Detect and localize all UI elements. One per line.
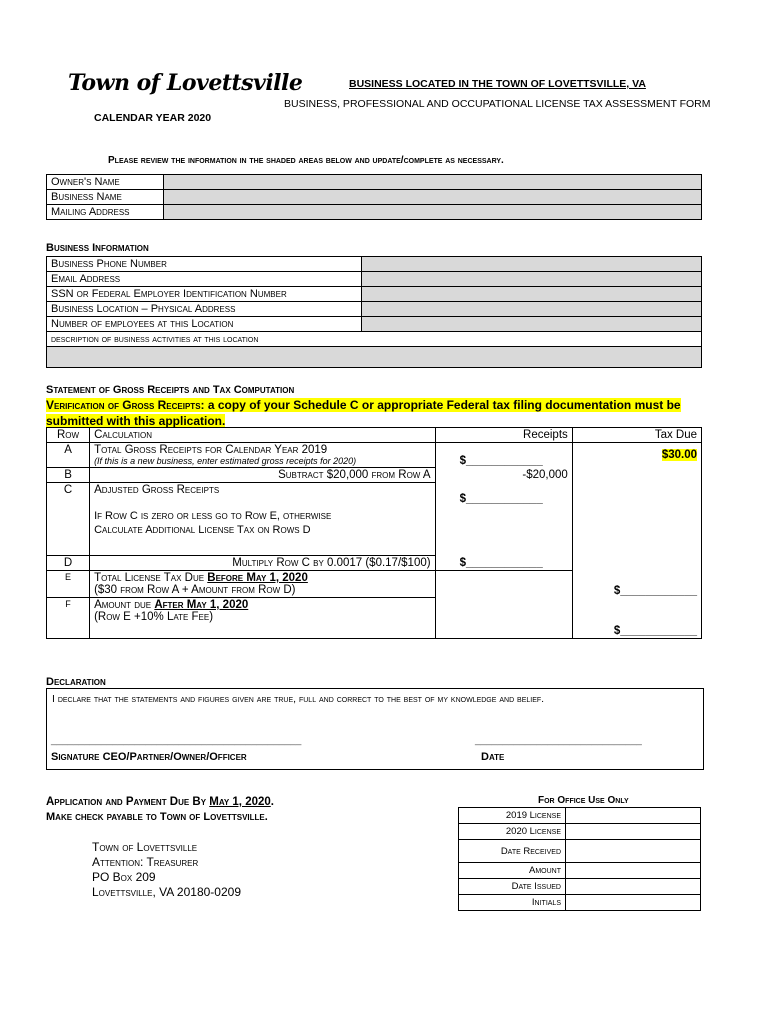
office-date-received: Date Received <box>459 840 566 863</box>
owner-table <box>46 174 702 220</box>
verification-note: Verification of Gross Receipts: a copy of your Schedule C or appropriate Federal tax filing documentation must be submitted with this application. <box>46 398 681 428</box>
ssn-label: SSN or Federal Employer Identification Number <box>47 287 362 302</box>
row-a-calc: Total Gross Receipts for Calendar Year 2019 (If this is a new business, enter estimated gross receipts for 2020) <box>90 443 436 468</box>
phone-field[interactable] <box>362 257 702 272</box>
declaration-text: I declare that the statements and figures given are true, full and correct to the best of my knowledge and belief. <box>52 693 545 705</box>
row-a-label: A <box>47 443 90 468</box>
row-b-receipts: -$20,000 <box>435 468 572 483</box>
row-b-label: B <box>47 468 90 483</box>
owner-name-label: Owner's Name <box>47 175 164 190</box>
payable-to: Make check payable to Town of Lovettsville. <box>46 811 268 823</box>
signature-line[interactable]: _____________________________________________ <box>51 735 302 746</box>
row-a-tax: $30.00 <box>572 443 701 468</box>
office-2020-license: 2020 License <box>459 824 566 840</box>
declaration-title: Declaration <box>46 676 106 688</box>
col-row-header: Row <box>47 428 90 443</box>
phone-label: Business Phone Number <box>47 257 362 272</box>
employees-field[interactable] <box>362 317 702 332</box>
location-label: Business Location – Physical Address <box>47 302 362 317</box>
office-2019-license: 2019 License <box>459 808 566 824</box>
col-calc-header: Calculation <box>90 428 436 443</box>
business-name-label: Business Name <box>47 190 164 205</box>
payment-due: Application and Payment Due By May 1, 2020. <box>46 796 274 808</box>
row-e-tax[interactable]: $____________ <box>572 571 701 598</box>
mailing-address-block: Town of Lovettsville Attention: Treasurer PO Box 209 Lovettsville, VA 20180-0209 <box>92 840 241 899</box>
declaration-box <box>46 688 704 770</box>
row-c-calc: Adjusted Gross Receipts If Row C is zero or less go to Row E, otherwise Calculate Additional License Tax on Rows D <box>90 483 436 556</box>
office-use-table <box>458 807 701 911</box>
mailing-address-field[interactable] <box>164 205 702 220</box>
office-2019-license-field[interactable] <box>566 808 701 824</box>
office-initials-field[interactable] <box>566 895 701 911</box>
row-c-label: C <box>47 483 90 556</box>
employees-label: Number of employees at this Location <box>47 317 362 332</box>
office-2020-license-field[interactable] <box>566 824 701 840</box>
row-c-receipts[interactable]: $____________ <box>435 483 572 556</box>
row-f-label: F <box>47 598 90 639</box>
row-d-calc: Multiply Row C by 0.0017 ($0.17/$100) <box>90 556 436 571</box>
town-logo: Town of Lovettsville <box>68 70 303 96</box>
owner-name-field[interactable] <box>164 175 702 190</box>
office-date-issued-field[interactable] <box>566 879 701 895</box>
office-initials: Initials <box>459 895 566 911</box>
row-d-receipts[interactable]: $____________ <box>435 556 572 571</box>
office-date-issued: Date Issued <box>459 879 566 895</box>
form-title: BUSINESS LOCATED IN THE TOWN OF LOVETTSVILLE, VA <box>349 78 646 90</box>
description-label: description of business activities at this location <box>47 332 702 347</box>
office-amount: Amount <box>459 863 566 879</box>
col-receipts-header: Receipts <box>435 428 572 443</box>
row-e-calc: Total License Tax Due Before May 1, 2020 ($30 from Row A + Amount from Row D) <box>90 571 436 598</box>
ssn-field[interactable] <box>362 287 702 302</box>
row-f-tax[interactable]: $____________ <box>572 598 701 639</box>
office-date-received-field[interactable] <box>566 840 701 863</box>
col-tax-header: Tax Due <box>572 428 701 443</box>
mailing-address-label: Mailing Address <box>47 205 164 220</box>
office-use-title: For Office Use Only <box>538 795 629 806</box>
email-label: Email Address <box>47 272 362 287</box>
business-name-field[interactable] <box>164 190 702 205</box>
review-instruction: Please review the information in the shaded areas below and update/complete as necessary. <box>108 155 504 166</box>
business-info-table <box>46 256 702 368</box>
location-field[interactable] <box>362 302 702 317</box>
tax-calc-table <box>46 427 702 639</box>
calendar-year: CALENDAR YEAR 2020 <box>94 112 212 124</box>
office-amount-field[interactable] <box>566 863 701 879</box>
row-f-calc: Amount due After May 1, 2020 (Row E +10% Late Fee) <box>90 598 436 639</box>
date-line[interactable]: ______________________________ <box>475 735 642 746</box>
business-info-title: Business Information <box>46 242 149 254</box>
description-field[interactable] <box>47 347 702 368</box>
email-field[interactable] <box>362 272 702 287</box>
row-b-calc: Subtract $20,000 from Row A <box>90 468 436 483</box>
date-label: Date <box>481 751 505 763</box>
row-a-receipts[interactable]: $____________ <box>435 443 572 468</box>
row-e-label: E <box>47 571 90 598</box>
signature-label: Signature CEO/Partner/Owner/Officer <box>51 751 247 763</box>
row-d-label: D <box>47 556 90 571</box>
gross-receipts-title: Statement of Gross Receipts and Tax Computation <box>46 384 295 396</box>
form-subtitle: BUSINESS, PROFESSIONAL AND OCCUPATIONAL LICENSE TAX ASSESSMENT FORM <box>284 98 711 110</box>
